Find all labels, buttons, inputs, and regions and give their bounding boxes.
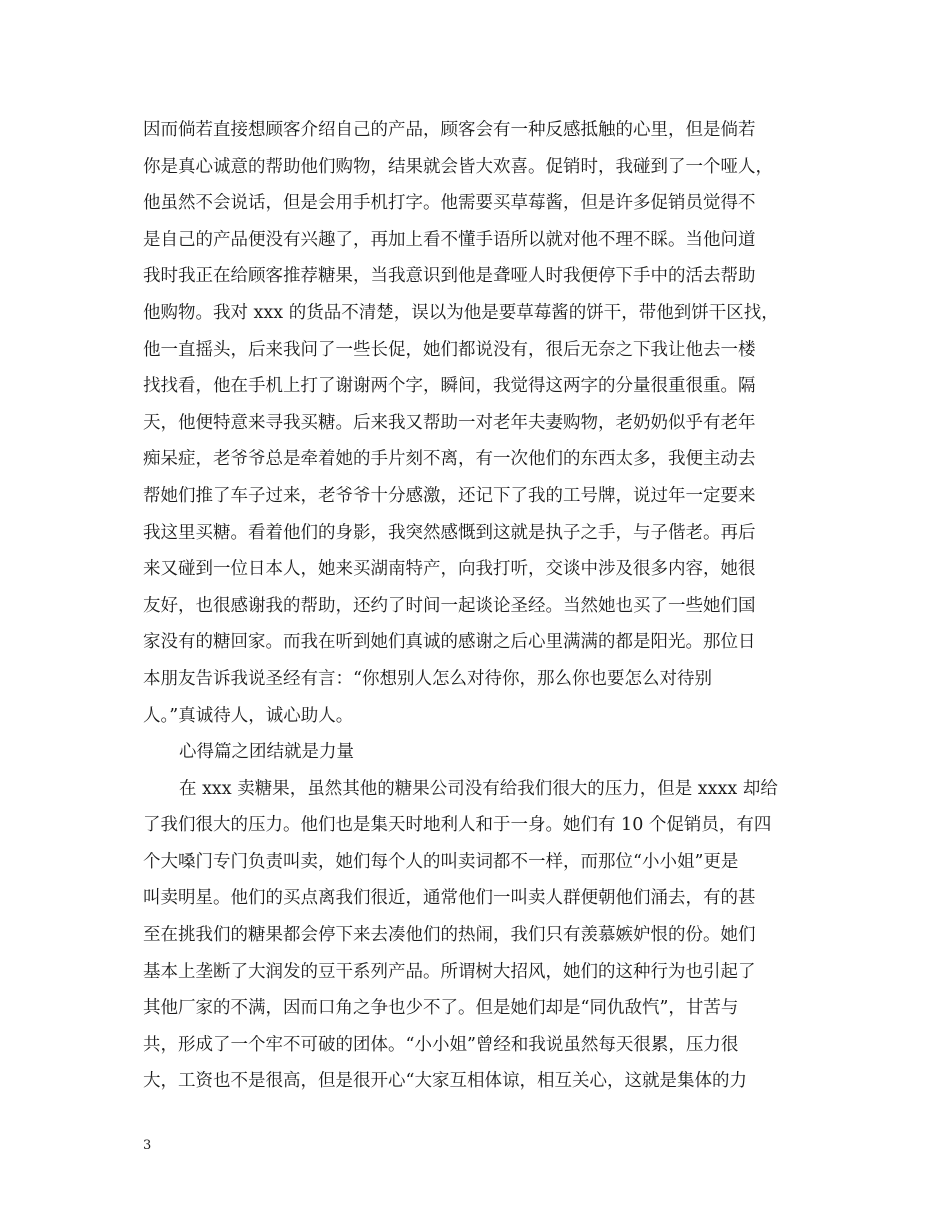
text-line: 基本上垄断了大润发的豆干系列产品。所谓树大招风，她们的这种行为也引起了 [143, 961, 756, 982]
text-line: 天，他便特意来寻我买糖。后来我又帮助一对老年夫妻购物，老奶奶似乎有老年 [143, 412, 756, 433]
text-line: 其他厂家的不满，因而口角之争也少不了。但是她们却是“同仇敌忾”，甘苦与 [143, 998, 739, 1019]
text-line: 共，形成了一个牢不可破的团体。“小小姐”曾经和我说虽然每天很累，压力很 [143, 1034, 739, 1055]
text-line: 他一直摇头，后来我问了一些长促，她们都说没有，很后无奈之下我让他去一楼 [143, 339, 756, 360]
body-text [143, 112, 811, 1100]
text-line: 了我们很大的压力。他们也是集天时地利人和于一身。她们有 10 个促销员，有四 [143, 815, 772, 836]
text-line: 人。”真诚待人，诚心助人。 [143, 705, 354, 726]
text-line: 你是真心诚意的帮助他们购物，结果就会皆大欢喜。促销时，我碰到了一个哑人， [143, 156, 773, 177]
text-line: 大，工资也不是很高，但是很开心“大家互相体谅，相互关心，这就是集体的力 [143, 1071, 747, 1092]
text-line: 是自己的产品便没有兴趣了，再加上看不懂手语所以就对他不理不睬。当他问道 [143, 229, 756, 250]
page-number: 3 [143, 1138, 152, 1153]
text-line: 帮她们推了车子过来，老爷爷十分感激，还记下了我的工号牌，说过年一定要来 [143, 485, 756, 506]
text-line: 来又碰到一位日本人，她来买湖南特产，向我打听，交谈中涉及很多内容，她很 [143, 559, 756, 580]
text-line: 他购物。我对 xxx 的货品不清楚，误以为他是要草莓酱的饼干，带他到饼干区找， [143, 302, 779, 323]
text-line: 我时我正在给顾客推荐糖果，当我意识到他是聋哑人时我便停下手中的活去帮助 [143, 266, 756, 287]
text-line: 心得篇之团结就是力量 [179, 742, 354, 763]
text-line: 因而倘若直接想顾客介绍自己的产品，顾客会有一种反感抵触的心里，但是倘若 [143, 120, 756, 140]
text-line: 在 xxx 卖糖果，虽然其他的糖果公司没有给我们很大的压力，但是 xxxx 却给 [179, 778, 778, 799]
text-line: 找找看，他在手机上打了谢谢两个字，瞬间，我觉得这两字的分量很重很重。隔 [143, 376, 756, 397]
text-line: 本朋友告诉我说圣经有言：“你想别人怎么对待你，那么你也要怎么对待别 [143, 668, 712, 689]
text-line: 他虽然不会说话，但是会用手机打字。他需要买草莓酱，但是许多促销员觉得不 [143, 193, 756, 214]
text-line: 我这里买糖。看着他们的身影，我突然感慨到这就是执子之手，与子偕老。再后 [143, 522, 756, 543]
text-line: 家没有的糖回家。而我在听到她们真诚的感谢之后心里满满的都是阳光。那位日 [143, 632, 756, 653]
text-line: 个大嗓门专门负责叫卖，她们每个人的叫卖词都不一样，而那位“小小姐”更是 [143, 851, 739, 872]
text-line: 叫卖明星。他们的买点离我们很近，通常他们一叫卖人群便朝他们涌去，有的甚 [143, 888, 756, 909]
text-line: 痴呆症，老爷爷总是牵着她的手片刻不离，有一次他们的东西太多，我便主动去 [143, 449, 756, 470]
text-line: 至在挑我们的糖果都会停下来去凑他们的热闹，我们只有羡慕嫉妒恨的份。她们 [143, 925, 756, 946]
text-line: 友好，也很感谢我的帮助，还约了时间一起谈论圣经。当然她也买了一些她们国 [143, 595, 756, 616]
